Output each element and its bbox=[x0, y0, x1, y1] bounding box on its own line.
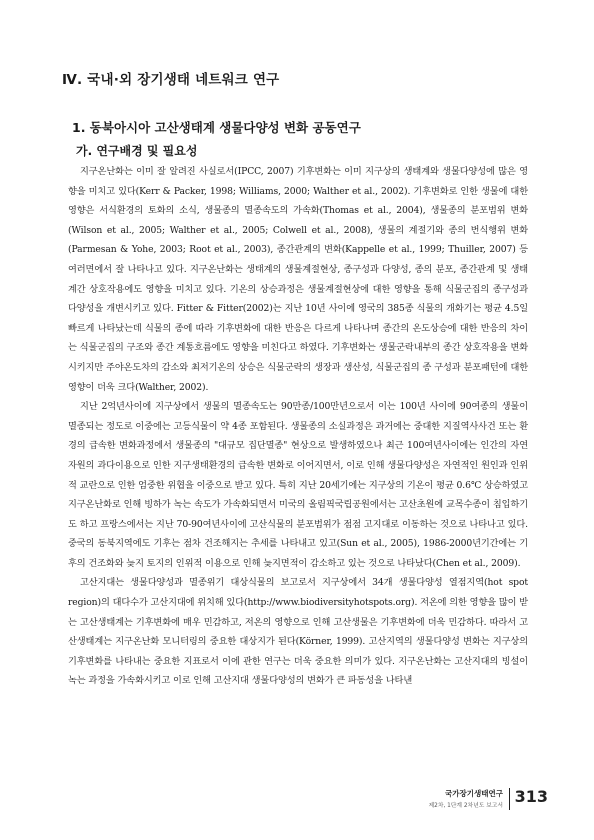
page-footer bbox=[394, 784, 594, 824]
paragraph-3: 고산지대는 생물다양성과 멸종위기 대상식물의 보고로서 지구상에서 34개 생물다양성 열점지역(hot spot region)의 대다수가 고산지대에 위치해 있다(http://www.biodiversityhotspots.org). 저온에 의한 영향을 많이 받는 고산생태계는 기후변화에 매우 민감하고, 저온의 영향으로 인해 고산생물은 기후변화에 더욱 민감하다. 따라서 고산생태계는 지구온난화 모니터링의 중요한 대상지가 된다(Körner, 1999). 고산지역의 생물다양성 변화는 지구상의 기후변화를 나타내는 중요한 지표로서 이에 관한 연구는 더욱 중요한 의미가 있다. 지구온난화는 고산지대의 빙설이 녹는 과정을 가속화시키고 이로 인해 고산지대 생물다양성의 변화가 큰 파동성을 나타낸 bbox=[68, 577, 528, 687]
footer-org-name: 국가장기생태연구 bbox=[445, 789, 503, 798]
page-number: 313 bbox=[514, 787, 548, 806]
body-text bbox=[68, 162, 528, 691]
chapter-title: Ⅳ. 국내·외 장기생태 네트워크 연구 bbox=[62, 72, 280, 88]
paragraph-2: 지난 2억년사이에 지구상에서 생물의 멸종속도는 90만종/100만년으로서 이는 100년 사이에 90여종의 생물이 멸종되는 정도로 이중에는 고등식물이 약 4종 포함된다. 생물종의 소실과정은 과거에는 중대한 지질역사사건 또는 환경의 급속한 변화과정에서 생물종의 "대규모 집단멸종" 현상으로 발생하였으나 최근 100여년사이에는 인간의 자연자원의 과다이용으로 인한 지구생태환경의 급속한 변화로 이어지면서, 이로 인해 생물다양성은 자연적인 원인과 인위적 교란으로 인한 엄중한 위협을 이중으로 받고 있다. 특히 지난 20세기에는 지구상의 기온이 평균 0.6℃ 상승하였고 지구온난화로 인해 빙하가 녹는 속도가 가속화되면서 미국의 올림픽국립공원에서는 고산초원에 교목수종이 침입하기도 하고 프랑스에서는 지난 70-90여년사이에 고산식물의 분포범위가 점점 고지대로 이동하는 것으로 나타나고 있다. 중국의 동북지역에도 기후는 점차 건조해지는 추세를 나타내고 있고(Sun et al., 2005), 1986-2000년기간에는 기후의 건조화와 늦지 토지의 인위적 이용으로 인해 늦지면적이 감소하고 있는 것으로 나타났다(Chen et al., 2009). bbox=[68, 401, 529, 569]
subsection-title: 가. 연구배경 및 필요성 bbox=[76, 144, 198, 158]
footer-report-label: 제2차, 1단계 2차년도 보고서 bbox=[428, 803, 503, 809]
paragraph-1: 지구온난화는 이미 잘 알려진 사실로서(IPCC, 2007) 기후변화는 이미 지구상의 생태계와 생물다양성에 많은 영향을 미치고 있다(Kerr & Packer, 1998; Williams, 2000; Walther et al., 2002). 기후변화로 인한 생물에 대한 영향은 서식환경의 토화의 소식, 생물종의 멸종속도의 가속화(Thomas et al., 2004), 생물종의 분포범위 변화(Wilson et al., 2005; Walther et al., 2005; Colwell et al., 2008), 생물의 계절기와 종의 번식행위 변화(Parmesan & Yohe, 2003; Root et al., 2003), 종간관계의 변화(Kappelle et al., 1999; Thuiller, 2007) 등 여러면에서 잘 나타나고 있다. 지구온난화는 생태계의 생물계절현상, 종구성과 다양성, 종의 분포, 종간관계 및 생태계간 상호작용에도 영향을 미치고 있다. 기온의 상승과정은 생물계절현상에 대한 영향을 통해 식물군집의 종구성과 다양성을 개변시키고 있다. Fitter & Fitter(2002)는 지난 10년 사이에 영국의 385종 식물의 개화기는 평균 4.5일 빠르게 나타났는데 식물의 종에 따라 기후변화에 대한 반응은 다르게 나타나며 종간의 온도상승에 대한 반응의 차이는 식물군집의 구조와 종간 계통흐름에도 영향을 미친다고 하였다. 기후변화는 생물군락내부의 종간 상호작용을 변화시키지만 주야온도차의 감소와 최저기온의 상승은 식물군락의 생장과 생산성, 식물군집의 종 구성과 분포패턴에 대한 영향이 더욱 크다(Walther, 2002). bbox=[68, 166, 528, 393]
section-title: 1. 동북아시아 고산생태계 생물다양성 변화 공동연구 bbox=[72, 120, 361, 135]
footer-divider bbox=[509, 788, 511, 810]
